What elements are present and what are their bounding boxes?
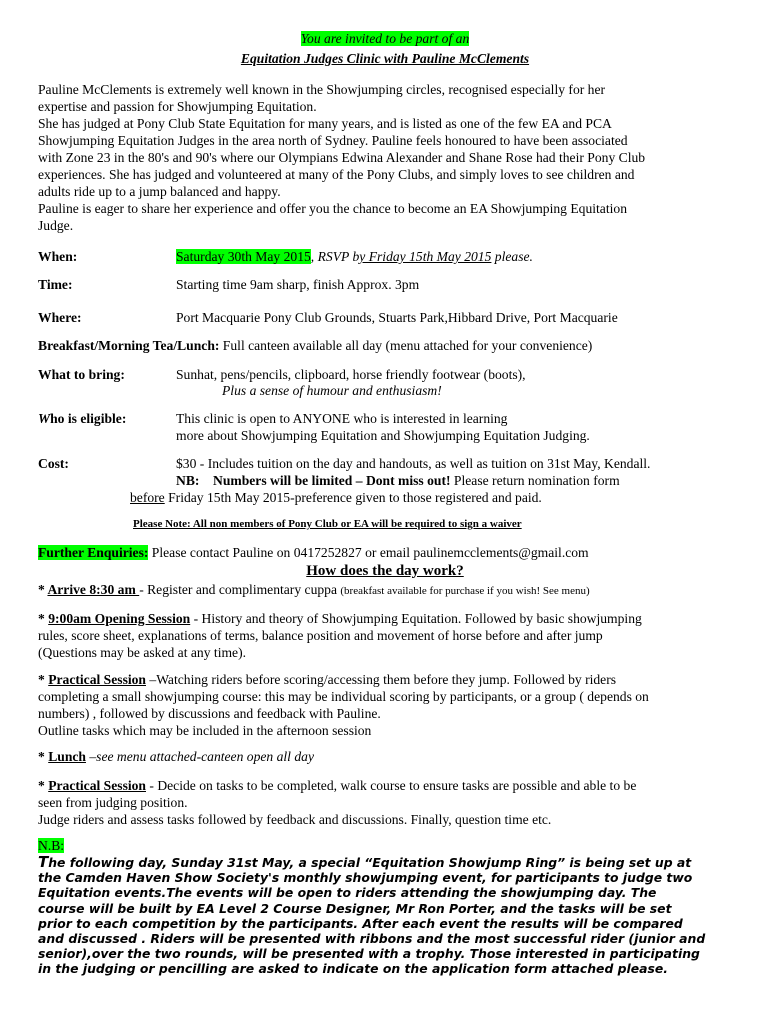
intro-line: Showjumping Equitation Judges in the area north of Sydney. Pauline feels honoured to have been associated: [38, 133, 628, 148]
where-value: Port Macquarie Pony Club Grounds, Stuarts Park,Hibbard Drive, Port Macquarie: [176, 310, 618, 325]
eligible-label: [38, 411, 126, 427]
intro-line: experiences. She has judged and volunteered at many of the Pony Clubs, and simply loves to see children and: [38, 167, 635, 182]
eligible-value-1: This clinic is open to ANYONE who is interested in learning: [176, 411, 508, 426]
lunch-text: –see menu attached-canteen open all day: [85, 749, 314, 764]
time-value: Starting time 9am sharp, finish Approx. 3pm: [176, 277, 420, 292]
practical2-title: Practical Session: [48, 778, 146, 793]
practical2-line: - Decide on tasks to be completed, walk course to ensure tasks are possible and able to be: [146, 778, 637, 793]
practical1-line: Outline tasks which may be included in the afternoon session: [38, 723, 372, 738]
intro-line: Pauline is eager to share her experience and offer you the chance to become an EA Showjumping Equitation: [38, 201, 627, 216]
nb-section-line: in the judging or pencilling are asked to indicate on the application form attached please.: [38, 961, 669, 977]
eligible-value-2: more about Showjumping Equitation and Showjumping Equitation Judging.: [176, 428, 590, 443]
nb-limited: Numbers will be limited – Dont miss out!: [213, 473, 451, 488]
where-label: Where:: [38, 310, 82, 325]
waiver-note: Please Note: All non members of Pony Club or EA will be required to sign a waiver: [133, 518, 522, 530]
intro-line: She has judged at Pony Club State Equitation for many years, and is listed as one of the few EA and PCA: [38, 116, 612, 131]
schedule-opening: * 9:00am Opening Session - History and theory of Showjumping Equitation. Followed by basic showjumping rules, score sheet, explanations of terms, balance position and movement of horse before and after jump (Questions may be asked at any time).: [38, 610, 738, 661]
intro-line: Pauline McClements is extremely well known in the Showjumping circles, recognised especially for her: [38, 82, 606, 97]
nb-section-line: senior),over the two rounds, will be presented with a trophy. Those interested in participating: [38, 946, 700, 962]
nb-section-label-text: N.B:: [38, 838, 65, 853]
practical2-line: Judge riders and assess tasks followed by feedback and discussions. Finally, question time etc.: [38, 812, 552, 827]
enquiries-label: Further Enquiries:: [38, 545, 149, 560]
nb-section-line: and discussed . Riders will be presented with ribbons and the most successful rider (junior and: [38, 931, 706, 947]
nb-section-paragraph: [38, 855, 738, 977]
nb-label: NB:: [176, 473, 200, 488]
arrive-title: Arrive 8:30 am: [47, 582, 140, 597]
schedule-heading: How does the day work?: [306, 563, 464, 579]
practical1-title: Practical Session: [48, 672, 146, 687]
nb-section-line: course will be built by EA Level 2 Course Designer, Mr Ron Porter, and the tasks will be set: [38, 900, 672, 916]
breakfast-label: Breakfast/Morning Tea/Lunch:: [38, 338, 220, 353]
before-text: Friday 15th May 2015-preference given to those registered and paid.: [164, 490, 542, 505]
when-label: When:: [38, 249, 78, 264]
opening-line: rules, score sheet, explanations of terms, balance position and movement of horse before and after jump: [38, 628, 603, 643]
practical2-line: seen from judging position.: [38, 795, 188, 810]
opening-line: - History and theory of Showjumping Equitation. Followed by basic showjumping: [190, 611, 642, 626]
rsvp-text: , RSVP b: [310, 249, 360, 264]
nb-drop-letter: T: [38, 853, 49, 871]
invitation-text: You are invited to be part of an: [300, 31, 470, 46]
intro-line: adults ride up to a jump balanced and happy.: [38, 184, 281, 199]
eligible-label-text: ho is eligible:: [50, 411, 127, 426]
nb-return: Please return nomination form: [450, 473, 620, 488]
cost-value: $30 - Includes tuition on the day and handouts, as well as tuition on 31st May, Kendall.: [176, 456, 651, 471]
enquiries-line: [38, 545, 589, 561]
schedule-lunch: * Lunch –see menu attached-canteen open all day: [38, 749, 314, 764]
intro-line: with Zone 23 in the 80's and 90's where our Olympians Edwina Alexander and Shane Rose had their Pony Club: [38, 150, 646, 165]
bring-extra: Plus a sense of humour and enthusiasm!: [222, 383, 442, 398]
practical1-line: numbers) , followed by discussions and feedback with Pauline.: [38, 706, 381, 721]
practical1-line: –Watching riders before scoring/accessing them before they jump. Followed by riders: [146, 672, 617, 687]
practical1-line: completing a small showjumping course: this may be individual scoring by participants, or a group ( depends on: [38, 689, 649, 704]
rsvp-date: y Friday 15th May 2015: [359, 249, 492, 264]
before-line: [130, 490, 542, 506]
lunch-title: Lunch: [48, 749, 86, 764]
invitation-line: [0, 31, 770, 47]
bring-value: Sunhat, pens/pencils, clipboard, horse friendly footwear (boots),: [176, 367, 526, 382]
breakfast-value: Full canteen available all day (menu attached for your convenience): [219, 338, 593, 353]
intro-line: Judge.: [38, 218, 74, 233]
schedule-arrive: * Arrive 8:30 am - Register and complimentary cuppa (breakfast available for purchase if you wish! See menu): [38, 582, 590, 597]
event-date: Saturday 30th May 2015: [176, 249, 311, 264]
schedule-practical-1: * Practical Session –Watching riders before scoring/accessing them before they jump. Followed by riders completing a small showjumping course: this may be individual scoring by participants, or a group ( depends on numbers) , followed by discussions and feedback with Pauline. Outline tasks which may be included in the afternoon session: [38, 671, 738, 739]
nb-section-line: the Camden Haven Show Society's monthly showjumping event, for participants to judge two: [38, 870, 693, 886]
cost-label: Cost:: [38, 456, 69, 471]
intro-line: expertise and passion for Showjumping Equitation.: [38, 99, 317, 114]
schedule-practical-2: * Practical Session - Decide on tasks to be completed, walk course to ensure tasks are possible and able to be seen from judging position. Judge riders and assess tasks followed by feedback and discussions. Finally, question time etc.: [38, 777, 738, 828]
time-label: Time:: [38, 277, 73, 292]
bring-label: What to bring:: [38, 367, 125, 382]
page-title: Equitation Judges Clinic with Pauline McClements: [240, 51, 530, 66]
arrive-text: - Register and complimentary cuppa: [139, 582, 341, 597]
nb-section-line: Equitation events.The events will be open to riders attending the showjumping day. The: [38, 885, 657, 901]
opening-line: (Questions may be asked at any time).: [38, 645, 247, 660]
nb-line: [176, 473, 620, 489]
rsvp-please: please.: [491, 249, 533, 264]
enquiries-text: Please contact Pauline on 0417252827 or email paulinemcclements@gmail.com: [148, 545, 589, 560]
breakfast-line: [38, 338, 592, 354]
when-value: [176, 249, 533, 265]
eligible-label-initial: W: [38, 411, 51, 426]
arrive-note: (breakfast available for purchase if you wish! See menu): [340, 585, 590, 597]
intro-paragraph: [38, 81, 738, 234]
nb-section-label: [38, 838, 64, 854]
nb-section-line: prior to each competition by the participants. After each event the results will be compared: [38, 915, 683, 931]
before-word: before: [130, 490, 165, 505]
nb-section-line: he following day, Sunday 31st May, a special “Equitation Showjump Ring” is being set up at: [48, 855, 692, 870]
opening-title: 9:00am Opening Session: [48, 611, 191, 626]
